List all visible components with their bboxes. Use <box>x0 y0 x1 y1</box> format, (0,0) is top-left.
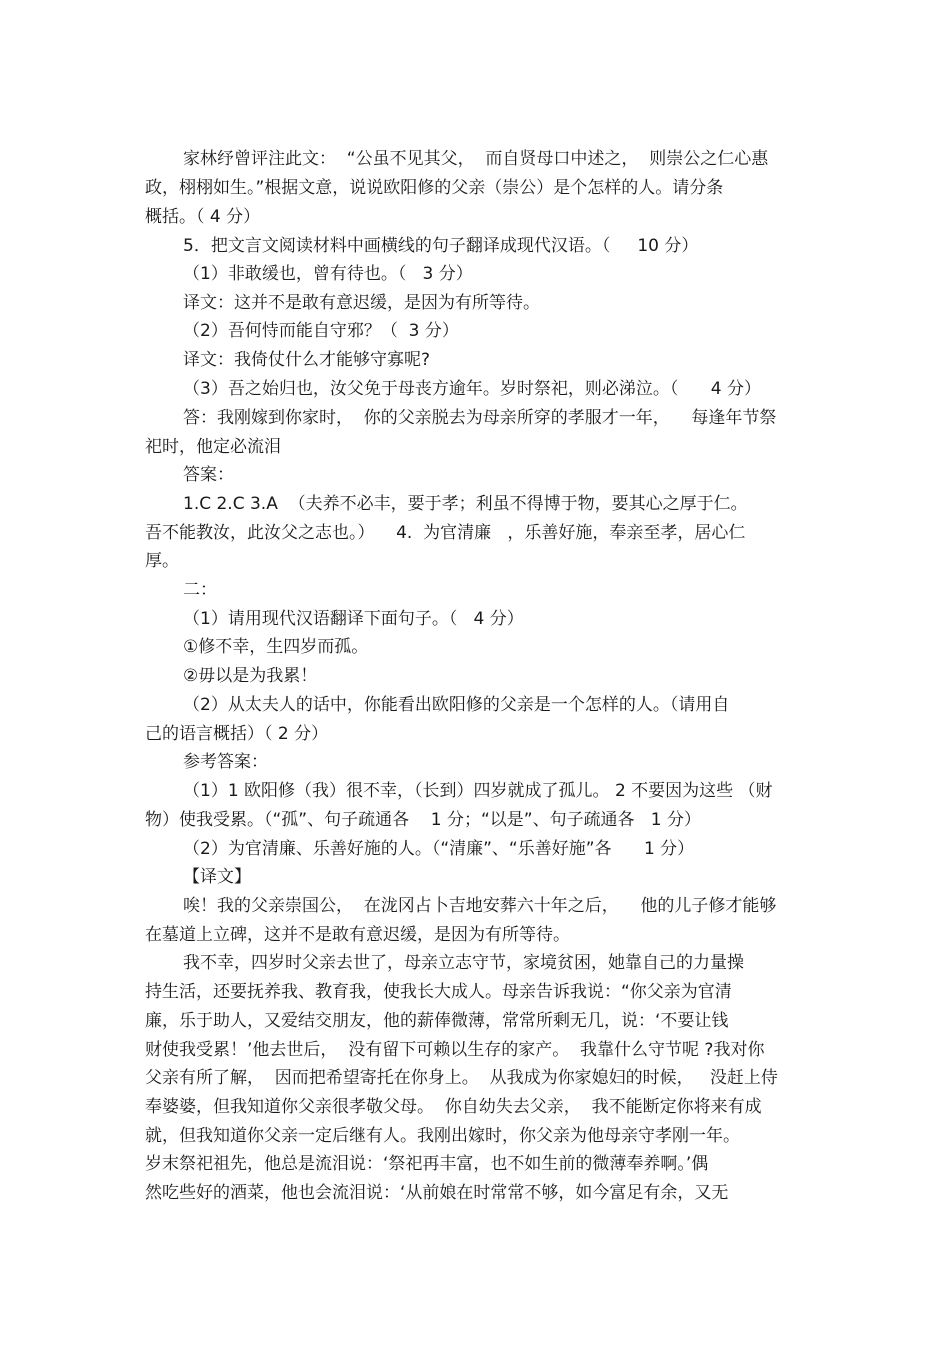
text-line: 祀时，他定必流泪 <box>145 437 281 457</box>
text-line: 概括。（ 4 分） <box>145 207 261 227</box>
text-line: 财使我受累！’他去世后， 没有留下可赖以生存的家产。 我靠什么守节呢 ?我对你 <box>145 1040 765 1060</box>
text-line: 政，栩栩如生。”根据文意，说说欧阳修的父亲（崇公）是个怎样的人。请分条 <box>145 178 724 198</box>
text-line: 然吃些好的酒菜，他也会流泪说：‘从前娘在时常常不够，如今富足有余，又无 <box>145 1183 729 1203</box>
text-line: ②毋以是为我累！ <box>183 666 318 686</box>
text-line: 5．把文言文阅读材料中画横线的句子翻译成现代汉语。（ 10 分） <box>183 236 699 256</box>
text-line: 家林纾曾评注此文： “公虽不见其父， 而自贤母口中述之， 则崇公之仁心惠 <box>183 149 769 169</box>
text-line: 岁末祭祀祖先，他总是流泪说：‘祭祀再丰富，也不如生前的微薄奉养啊。’偶 <box>145 1154 709 1174</box>
text-line: 译文：我倚仗什么才能够守寡呢? <box>183 350 431 370</box>
text-line: （2）吾何恃而能自守邪？（ 3 分） <box>183 321 459 341</box>
text-line: （3）吾之始归也，汝父免于母丧方逾年。岁时祭祀，则必涕泣。（ 4 分） <box>183 379 761 399</box>
text-line: 答案： <box>183 465 234 485</box>
text-line: 唉！我的父亲崇国公， 在泷冈占卜吉地安葬六十年之后， 他的儿子修才能够 <box>183 896 777 916</box>
text-line: 参考答案： <box>183 752 268 772</box>
text-line: 我不幸，四岁时父亲去世了，母亲立志守节，家境贫困，她靠自己的力量操 <box>183 953 744 973</box>
text-line: 【译文】 <box>183 867 251 887</box>
text-line: 就，但我知道你父亲一定后继有人。我刚出嫁时，你父亲为他母亲守孝刚一年。 <box>145 1126 740 1146</box>
text-line: 廉，乐于助人，又爱结交朋友，他的薪俸微薄，常常所剩无几，说：‘不要让钱 <box>145 1011 729 1031</box>
text-line: （1）1 欧阳修（我）很不幸，（长到）四岁就成了孤儿。 2 不要因为这些 （财 <box>183 781 773 801</box>
text-line: 1.C 2.C 3.A （夫养不必丰，要于孝；利虽不得博于物，要其心之厚于仁。 <box>183 494 748 514</box>
text-line: 父亲有所了解， 因而把希望寄托在你身上。 从我成为你家媳妇的时候， 没赶上侍 <box>145 1068 778 1088</box>
text-line: 译文：这并不是敢有意迟缓，是因为有所等待。 <box>183 293 540 313</box>
text-line: 二： <box>183 580 217 600</box>
text-line: （1）请用现代汉语翻译下面句子。（ 4 分） <box>183 609 524 629</box>
text-line: 在墓道上立碑，这并不是敢有意迟缓，是因为有所等待。 <box>145 925 570 945</box>
text-line: 答：我刚嫁到你家时， 你的父亲脱去为母亲所穿的孝服才一年， 每逢年节祭 <box>183 408 777 428</box>
text-line: ①修不幸，生四岁而孤。 <box>183 637 369 657</box>
text-line: （2）为官清廉、乐善好施的人。（“清廉”、“乐善好施”各 1 分） <box>183 839 695 859</box>
text-line: （1）非敢缓也，曾有待也。（ 3 分） <box>183 264 473 284</box>
text-line: 己的语言概括）（ 2 分） <box>145 724 329 744</box>
text-line: 物）使我受累。（“孤”、句子疏通各 1 分；“以是”、句子疏通各 1 分） <box>145 810 701 830</box>
text-line: 厚。 <box>145 551 179 571</box>
text-line: 奉婆婆，但我知道你父亲很孝敬父母。 你自幼失去父亲， 我不能断定你将来有成 <box>145 1097 762 1117</box>
text-line: 吾不能教汝，此汝父之志也。） 4. 为官清廉 ，乐善好施，奉亲至孝，居心仁 <box>145 523 746 543</box>
text-line: 持生活，还要抚养我、教育我，使我长大成人。母亲告诉我说：“你父亲为官清 <box>145 982 732 1002</box>
text-line: （2）从太夫人的话中，你能看出欧阳修的父亲是一个怎样的人。（请用自 <box>183 695 730 715</box>
